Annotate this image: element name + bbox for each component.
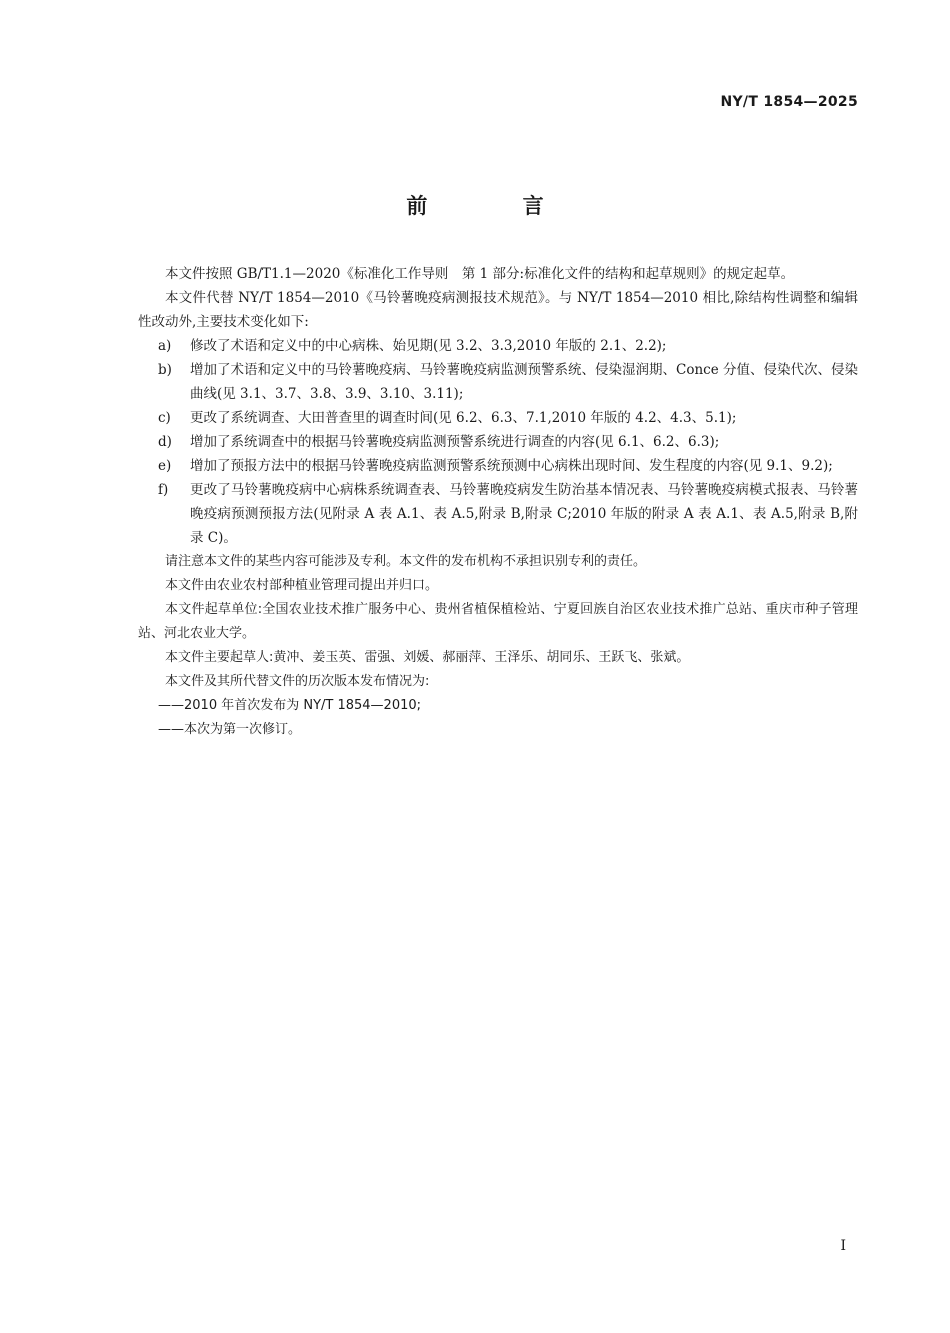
drafting-units: 本文件起草单位:全国农业技术推广服务中心、贵州省植保植检站、宁夏回族自治区农业技术推广总站、重庆市种子管理站、河北农业大学。: [138, 602, 858, 641]
proposer-statement: 本文件由农业农村部种植业管理司提出并归口。: [165, 578, 439, 593]
foreword-body: [138, 262, 858, 742]
list-item: [138, 454, 858, 478]
list-item: [138, 358, 858, 406]
history-intro: 本文件及其所代替文件的历次版本发布情况为:: [165, 674, 430, 689]
list-marker: a): [158, 338, 172, 354]
list-item-text: 增加了术语和定义中的马铃薯晚疫病、马铃薯晚疫病监测预警系统、侵染湿润期、Conce 分值、侵染代次、侵染曲线(见 3.1、3.7、3.8、3.9、3.10、3.11);: [190, 362, 858, 402]
drafters: 本文件主要起草人:黄冲、姜玉英、雷强、刘媛、郝丽萍、王泽乐、胡同乐、王跃飞、张斌。: [165, 650, 690, 665]
list-item: [138, 406, 858, 430]
list-marker: d): [158, 434, 172, 450]
list-marker: e): [158, 458, 172, 474]
history-item: ——本次为第一次修订。: [158, 722, 302, 737]
list-marker: b): [158, 362, 172, 378]
list-item: [138, 430, 858, 454]
list-marker: f): [158, 482, 169, 498]
page-title: 前 言: [406, 194, 588, 218]
patent-notice: 请注意本文件的某些内容可能涉及专利。本文件的发布机构不承担识别专利的责任。: [165, 554, 647, 569]
list-marker: c): [158, 410, 171, 426]
list-item: [138, 334, 858, 358]
list-item-text: 修改了术语和定义中的中心病株、始见期(见 3.2、3.3,2010 年版的 2.1、2.2);: [190, 338, 667, 354]
list-item-text: 增加了系统调查中的根据马铃薯晚疫病监测预警系统进行调查的内容(见 6.1、6.2、6.3);: [190, 434, 720, 450]
paragraph-drafting-basis: 本文件按照 GB/T1.1—2020《标准化工作导则 第 1 部分:标准化文件的结构和起草规则》的规定起草。: [165, 266, 795, 282]
list-item-text: 更改了马铃薯晚疫病中心病株系统调查表、马铃薯晚疫病发生防治基本情况表、马铃薯晚疫病模式报表、马铃薯晚疫病预测预报方法(见附录 A 表 A.1、表 A.5,附录 B,附录 C;2010 年版的附录 A 表 A.1、表 A.5,附录 B,附录 C)。: [190, 482, 858, 546]
paragraph-replacement: 本文件代替 NY/T 1854—2010《马铃薯晚疫病测报技术规范》。与 NY/T 1854—2010 相比,除结构性调整和编辑性改动外,主要技术变化如下:: [138, 290, 858, 330]
document-code: NY/T 1854—2025: [720, 94, 858, 110]
list-item: [138, 478, 858, 550]
page-number: I: [840, 1238, 846, 1254]
list-item-text: 更改了系统调查、大田普查里的调查时间(见 6.2、6.3、7.1,2010 年版的 4.2、4.3、5.1);: [190, 410, 737, 426]
list-item-text: 增加了预报方法中的根据马铃薯晚疫病监测预警系统预测中心病株出现时间、发生程度的内容(见 9.1、9.2);: [190, 458, 833, 474]
history-item: ——2010 年首次发布为 NY/T 1854—2010;: [158, 698, 422, 713]
